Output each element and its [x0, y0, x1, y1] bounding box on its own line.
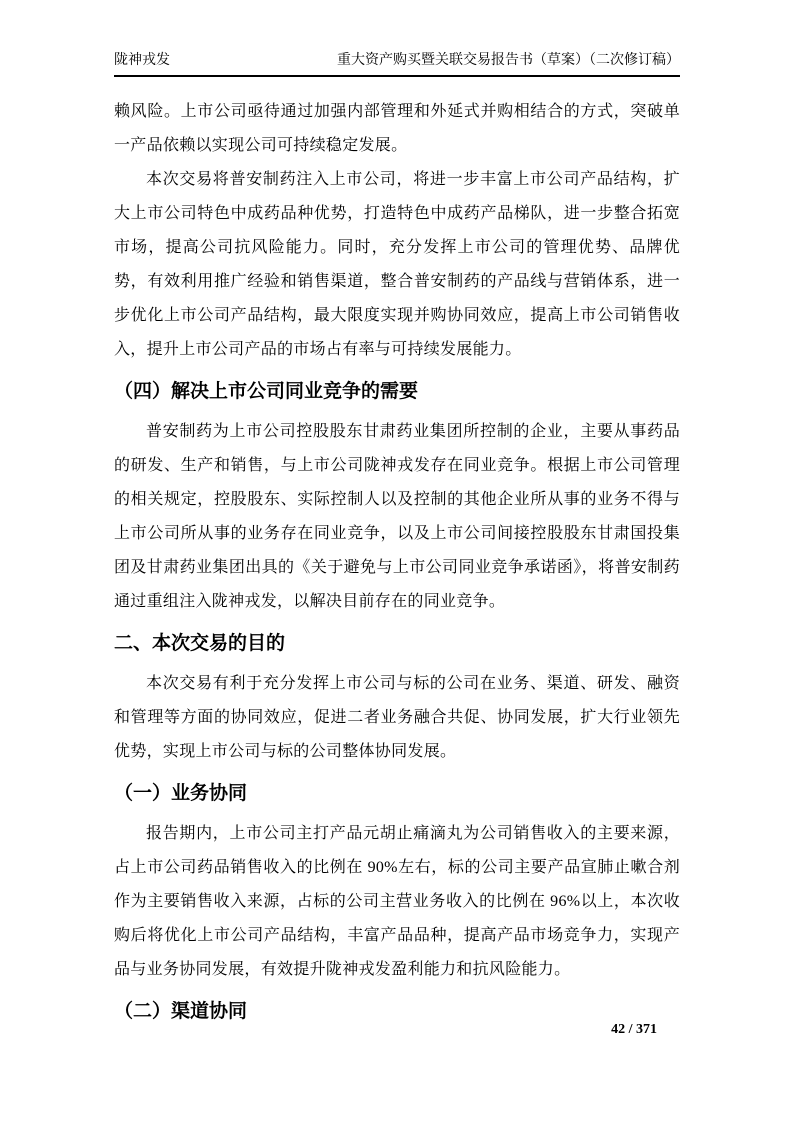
paragraph-competition: 普安制药为上市公司控股股东甘肃药业集团所控制的企业，主要从事药品的研发、生产和销售，与上市公司陇神戎发存在同业竞争。根据上市公司管理的相关规定，控股股东、实际控制人以及控制的其他企业所从事的业务不得与上市公司所从事的业务存在同业竞争，以及上市公司间接控股股东甘肃国投集团及甘肃药业集团出具的《关于避免与上市公司同业竞争承诺函》，将普安制药通过重组注入陇神戎发，以解决目前存在的同业竞争。	[114, 423, 680, 610]
heading-business-synergy: （一）业务协同	[114, 783, 248, 804]
paragraph-transaction-injection: 本次交易将普安制药注入上市公司，将进一步丰富上市公司产品结构，扩大上市公司特色中成药品种优势，打造特色中成药产品梯队，进一步整合拓宽市场，提高公司抗风险能力。同时，充分发挥上市公司的管理优势、品牌优势，有效利用推广经验和销售渠道，整合普安制药的产品线与营销体系，进一步优化上市公司产品结构，最大限度实现并购协同效应，提高上市公司销售收入，提升上市公司产品的市场占有率与可持续发展能力。	[114, 171, 680, 358]
document-content	[114, 0, 680, 1035]
heading-transaction-purpose: 二、本次交易的目的	[114, 633, 286, 654]
paragraph-business-synergy: 报告期内，上市公司主打产品元胡止痛滴丸为公司销售收入的主要来源，占上市公司药品销售收入的比例在 90%左右，标的公司主要产品宣肺止嗽合剂作为主要销售收入来源，占标的公司主营业务收入的比例在 96%以上，本次收购后将优化上市公司产品结构，丰富产品品种，提高产品市场竞争力，实现产品与业务协同发展，有效提升陇神戎发盈利能力和抗风险能力。	[114, 825, 680, 978]
page-header	[114, 0, 680, 77]
page-footer	[611, 1022, 657, 1038]
heading-section-four: （四）解决上市公司同业竞争的需要	[114, 381, 419, 402]
document-body	[114, 95, 680, 1027]
header-report-title: 重大资产购买暨关联交易报告书（草案）（二次修订稿）	[337, 53, 680, 68]
paragraph-risk-continuation: 赖风险。上市公司亟待通过加强内部管理和外延式并购相结合的方式，突破单一产品依赖以实现公司可持续稳定发展。	[114, 103, 680, 154]
paragraph-purpose: 本次交易有利于充分发挥上市公司与标的公司在业务、渠道、研发、融资和管理等方面的协同效应，促进二者业务融合共促、协同发展，扩大行业领先优势，实现上市公司与标的公司整体协同发展。	[114, 675, 680, 760]
heading-channel-synergy: （二）渠道协同	[114, 1001, 248, 1022]
page-number: 42 / 371	[611, 1022, 657, 1037]
header-company-name: 陇神戎发	[114, 53, 170, 68]
